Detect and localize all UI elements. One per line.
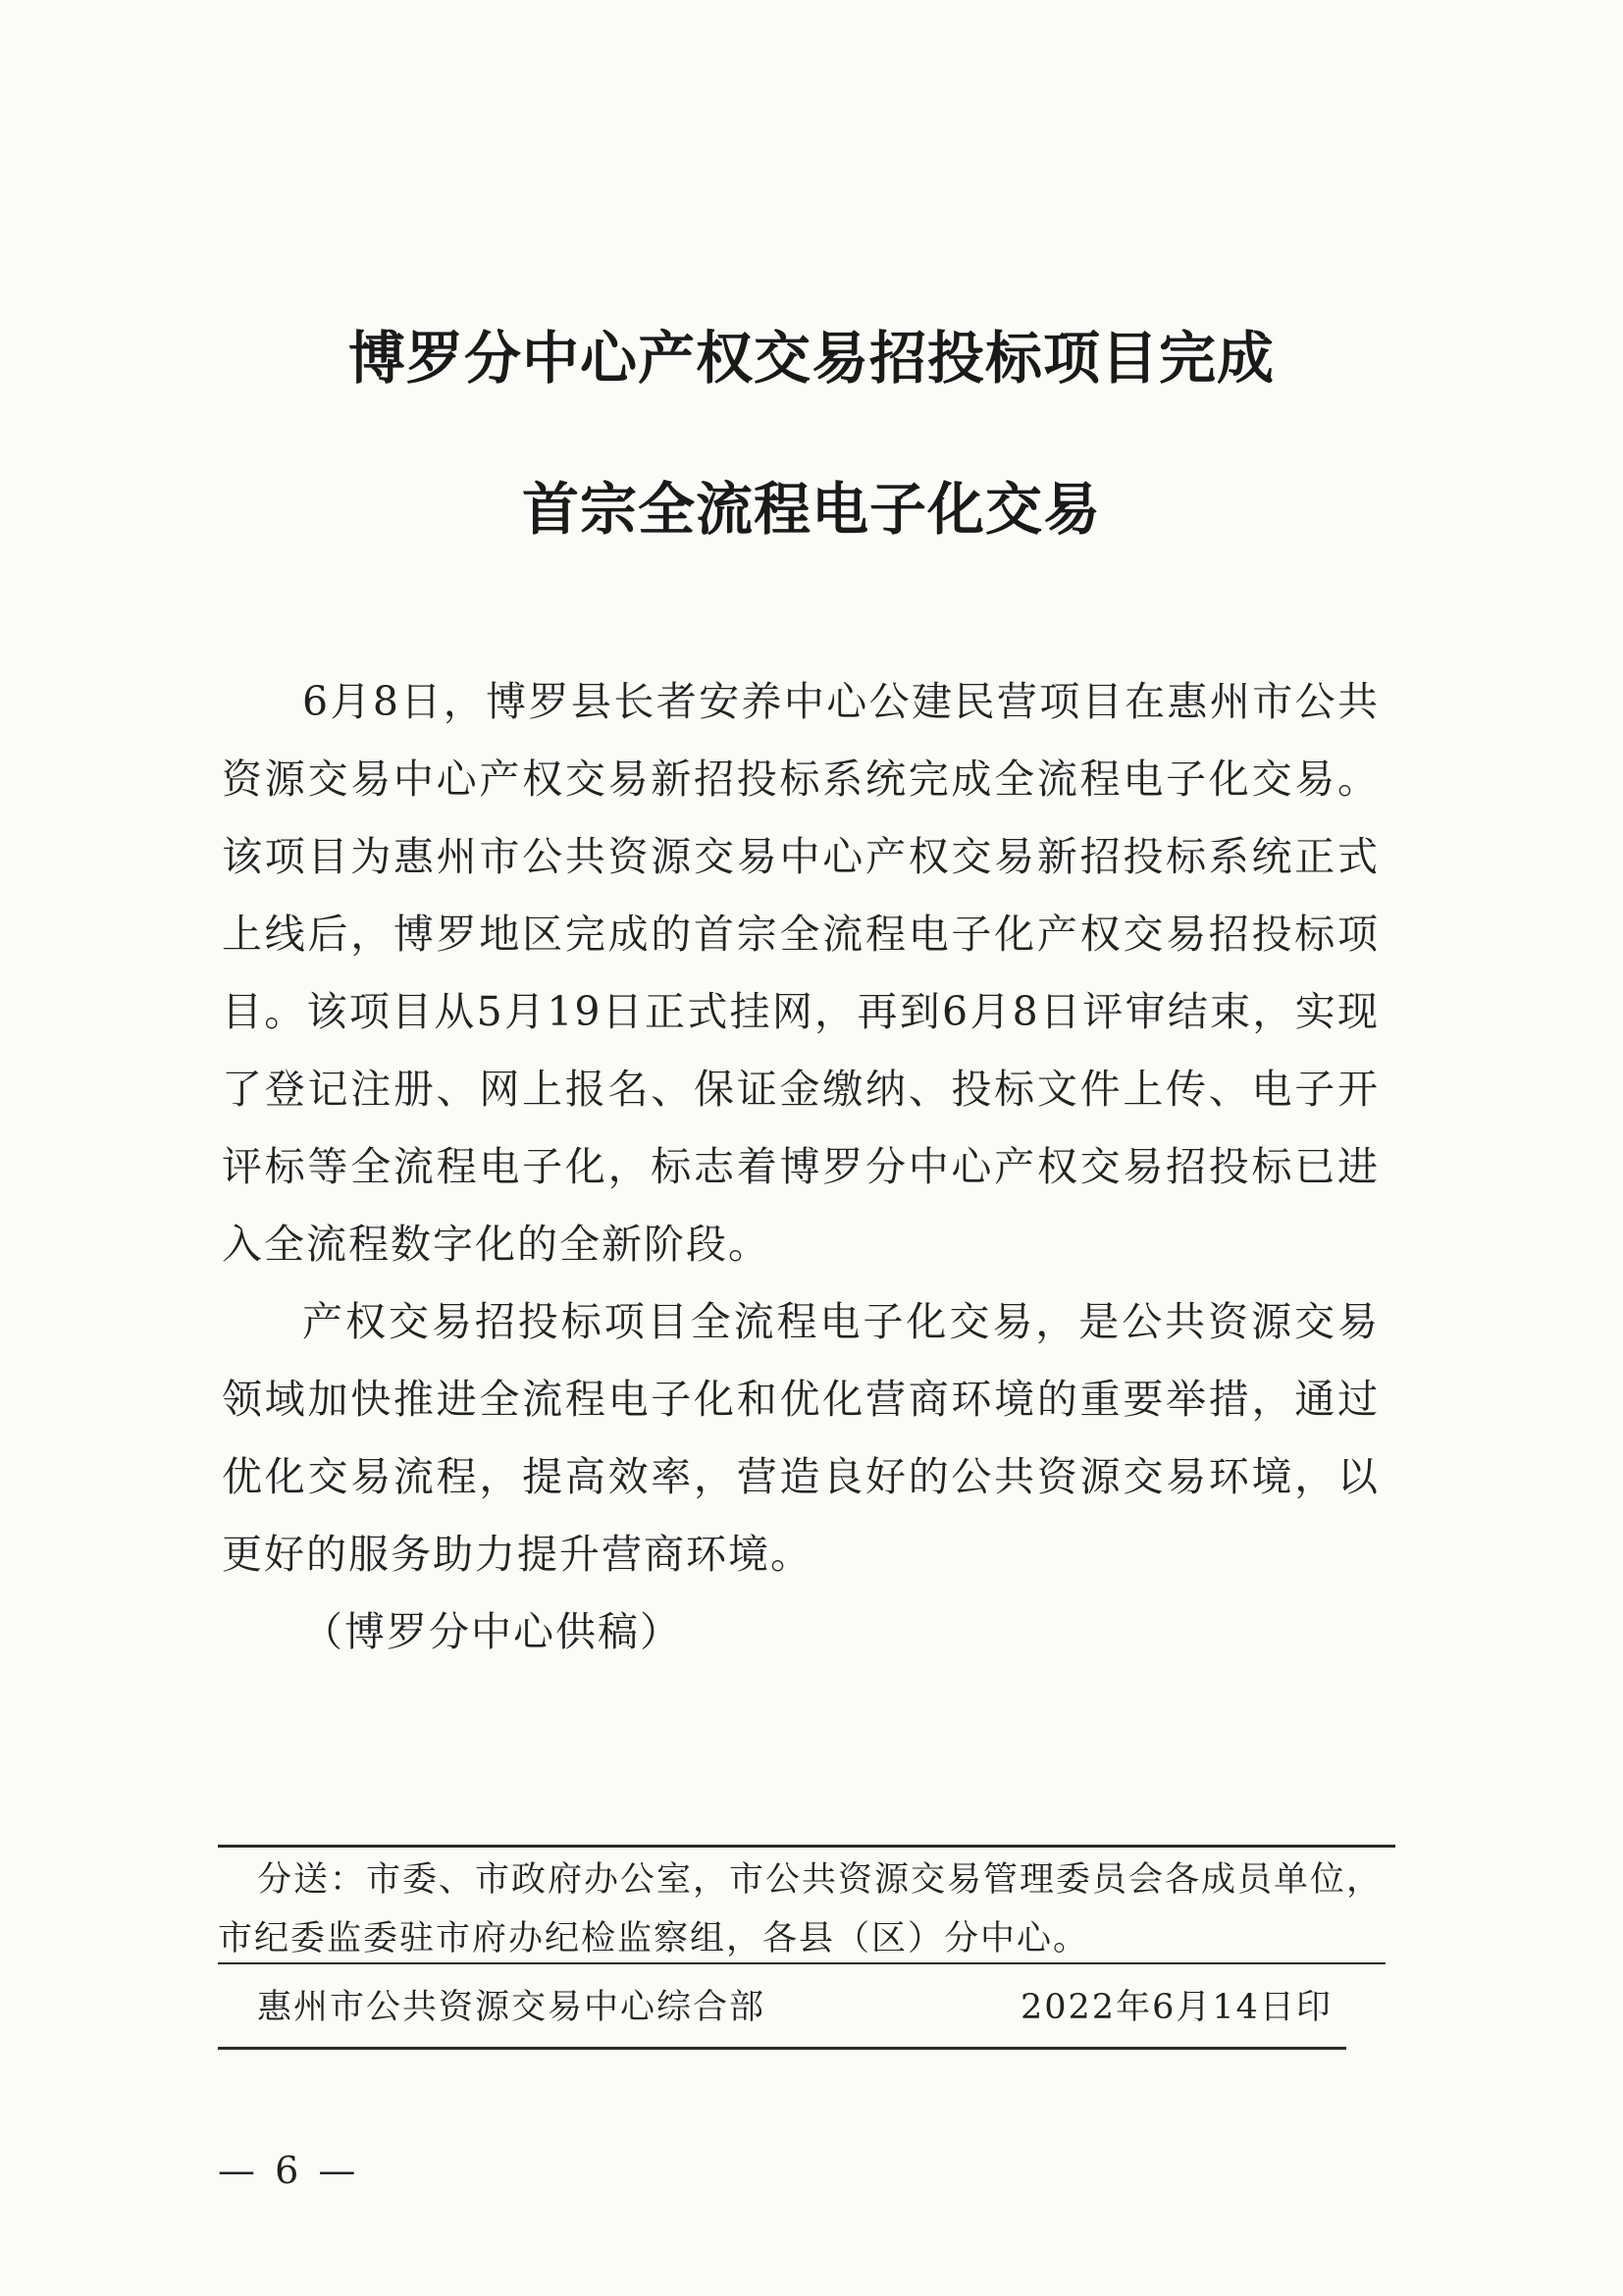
footer-middle-rule (218, 1962, 1386, 1964)
document-title-line-1: 博罗分中心产权交易招投标项目完成 (347, 325, 1275, 391)
distribution-line-2: 市纪委监委驻市府办纪检监察组，各县（区）分中心。 (218, 1919, 1090, 1958)
issue-date: 2022年6月14日印 (1021, 1988, 1333, 2027)
page-number: — 6 — (218, 2149, 360, 2192)
footer-top-rule (218, 1845, 1395, 1848)
issuer: 惠州市公共资源交易中心综合部 (257, 1988, 766, 2027)
body-paragraph-1: 6月8日，博罗县长者安养中心公建民营项目在惠州市公共资源交易中心产权交易新招投标系统完成全流程电子化交易。该项目为惠州市公共资源交易中心产权交易新招投标系统正式上线后，博罗地区完成的首宗全流程电子化产权交易招投标项目。该项目从5月19日正式挂网，再到6月8日评审结束，实现了登记注册、网上报名、保证金缴纳、投标文件上传、电子开评标等全流程电子化，标志着博罗分中心产权交易招投标已进入全流程数字化的全新阶段。 (222, 678, 1380, 1268)
document-title-line-2: 首宗全流程电子化交易 (521, 476, 1101, 543)
source-credit: （博罗分中心供稿） (302, 1608, 682, 1655)
distribution-line-1: 分送：市委、市政府办公室，市公共资源交易管理委员会各成员单位， (257, 1860, 1384, 1900)
footer-bottom-rule (218, 2047, 1346, 2050)
document-body (222, 663, 1380, 1671)
body-paragraph-2: 产权交易招投标项目全流程电子化交易，是公共资源交易领域加快推进全流程电子化和优化营商环境的重要举措，通过优化交易流程，提高效率，营造良好的公共资源交易环境，以更好的服务助力提升营商环境。 (222, 1298, 1380, 1578)
